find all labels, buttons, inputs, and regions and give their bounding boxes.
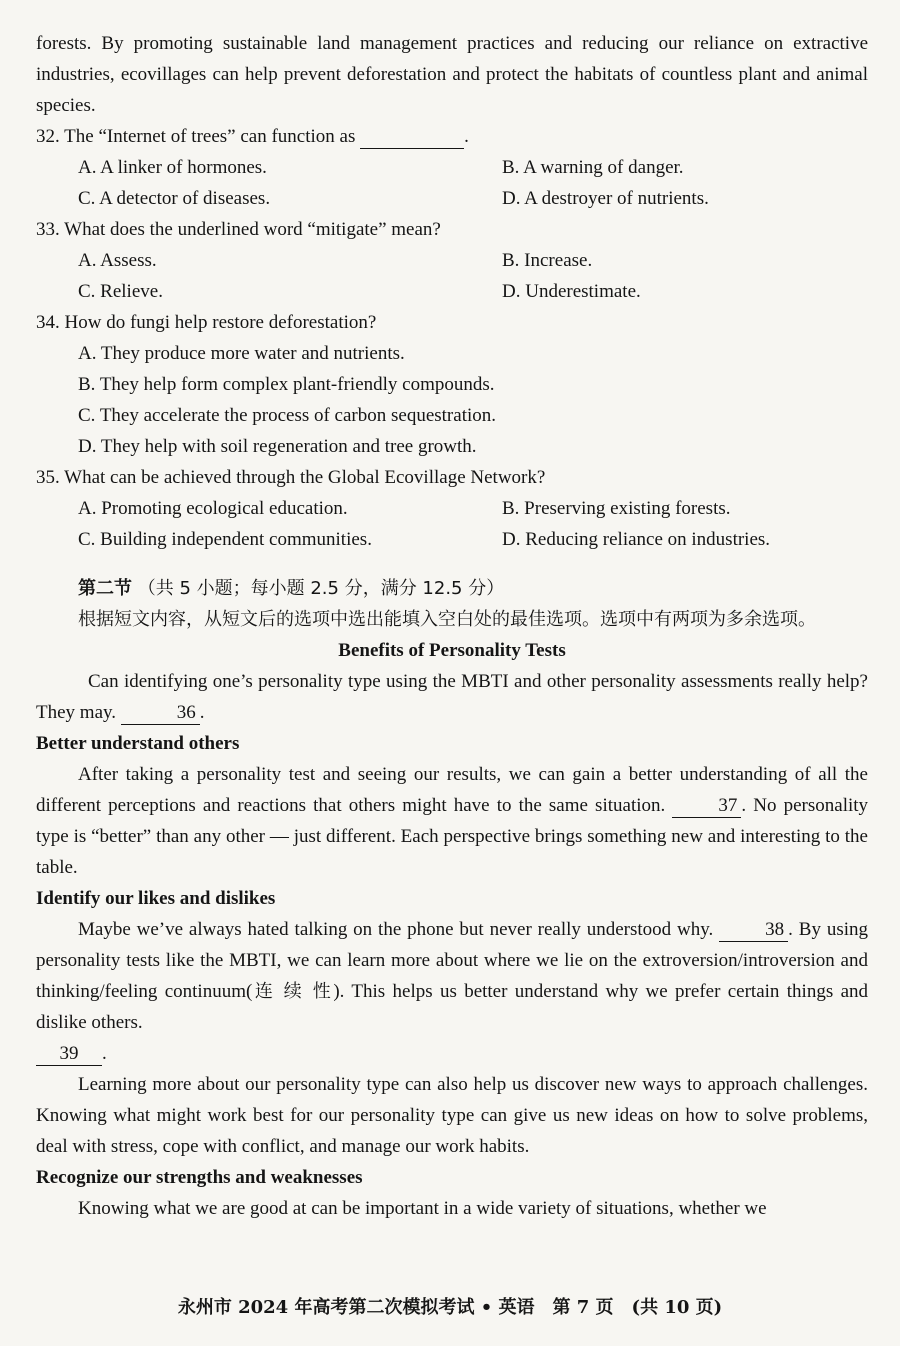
- option-d[interactable]: D. Underestimate.: [502, 281, 641, 302]
- question-stem: 33. What does the underlined word “mitigate” mean?: [36, 219, 441, 240]
- option-c[interactable]: C. They accelerate the process of carbon sequestration.: [78, 405, 496, 426]
- question-stem: 35. What can be achieved through the Global Ecovillage Network?: [36, 467, 546, 488]
- options-grid: [36, 152, 868, 214]
- option-b[interactable]: B. They help form complex plant-friendly compounds.: [78, 374, 495, 395]
- passage-paragraph-2: After taking a personality test and seeing our results, we can gain a better understanding of all the different perceptions and reactions that others might have to the same situation. 37 . No personality type is “better” than any other — just different. Each perspective brings something new and interesting to the table.: [36, 764, 869, 878]
- section-instruction: 根据短文内容，从短文后的选项中选出能填入空白处的最佳选项。选项中有两项为多余选项。: [78, 609, 816, 630]
- question-stem: 32. The “Internet of trees” can function as: [36, 126, 356, 147]
- option-c[interactable]: C. A detector of diseases.: [78, 188, 271, 209]
- option-b[interactable]: B. Increase.: [502, 250, 593, 271]
- section-heading: 第二节 （共 5 小题；每小题 2.5 分，满分 12.5 分）: [78, 578, 505, 599]
- option-d[interactable]: D. Reducing reliance on industries.: [502, 529, 771, 550]
- blank-37[interactable]: 37: [672, 795, 741, 818]
- passage-paragraph-5: Knowing what we are good at can be important in a wide variety of situations, whether we: [78, 1198, 767, 1219]
- option-d[interactable]: D. A destroyer of nutrients.: [502, 188, 709, 209]
- subheading-likes-dislikes: Identify our likes and dislikes: [36, 888, 276, 909]
- subheading-strengths: Recognize our strengths and weaknesses: [36, 1167, 363, 1188]
- blank-36[interactable]: 36: [121, 702, 200, 725]
- question-32: 32. The “Internet of trees” can function as . A. A linker of hormones. B. A warning of danger. C. A detector of diseases. D. A destroyer of nutrients.: [36, 121, 868, 214]
- option-a[interactable]: A. A linker of hormones.: [78, 157, 267, 178]
- option-b[interactable]: B. A warning of danger.: [502, 157, 684, 178]
- intro-paragraph: forests. By promoting sustainable land management practices and reducing our reliance on extractive industries, ecovillages can help prevent deforestation and protect the habitats of countless plant and animal species.: [36, 33, 868, 116]
- option-a[interactable]: A. Promoting ecological education.: [78, 498, 348, 519]
- passage-title: Benefits of Personality Tests: [338, 640, 566, 661]
- blank-38[interactable]: 38: [719, 919, 788, 942]
- option-a[interactable]: A. Assess.: [78, 250, 157, 271]
- passage-paragraph-4: Learning more about our personality type can also help us discover new ways to approach challenges. Knowing what might work best for our personality type can give us new ideas on how to solve problems, deal with stress, cope with conflict, and manage our work habits.: [36, 1074, 868, 1157]
- subheading-better-understand: Better understand others: [36, 733, 240, 754]
- question-34: [36, 307, 868, 462]
- option-b[interactable]: B. Preserving existing forests.: [502, 498, 731, 519]
- question-stem: 34. How do fungi help restore deforestation?: [36, 312, 377, 333]
- options-grid: [36, 245, 868, 307]
- passage-paragraph-3: Maybe we’ve always hated talking on the phone but never really understood why. 38 . By using personality tests like the MBTI, we can learn more about where we lie on the extroversion/introversion and thinking/feeling continuum(连 续 性). This helps us better understand why we prefer certain things and dislike others.: [36, 919, 869, 1033]
- blank-39[interactable]: 39: [36, 1043, 102, 1066]
- option-c[interactable]: C. Building independent communities.: [78, 529, 372, 550]
- answer-blank: [360, 126, 464, 149]
- option-a[interactable]: A. They produce more water and nutrients.: [78, 343, 405, 364]
- passage-paragraph-1: Can identifying one’s personality type using the MBTI and other personality assessments really help? They may. 36 .: [36, 671, 868, 723]
- option-d[interactable]: D. They help with soil regeneration and tree growth.: [78, 436, 477, 457]
- page-footer: 永州市 2024 年高考第二次模拟考试 • 英语 第 7 页 (共 10 页): [177, 1297, 723, 1318]
- question-35: [36, 462, 868, 555]
- option-c[interactable]: C. Relieve.: [78, 281, 163, 302]
- options-grid: [36, 493, 868, 555]
- question-33: [36, 214, 868, 307]
- passage-blank-39-line: 39 .: [36, 1038, 868, 1069]
- options-list: [36, 338, 868, 462]
